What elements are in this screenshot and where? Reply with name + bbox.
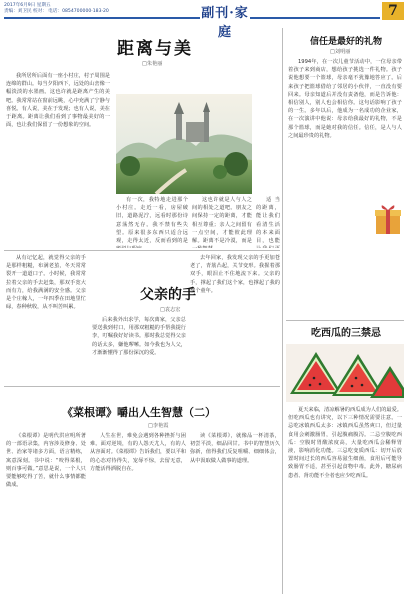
article-title-distance: 距离与美 [117,39,193,59]
byline-caigentan: □李艳霞 [148,423,169,429]
section-title: 副刊·家庭 [201,6,249,40]
article-title-gift: 信任是最好的礼物 [309,37,382,47]
header-rule-left [4,17,200,19]
article-body-father-3: 去年回家，我发现父亲的手更加苍老了，青筋凸起，关节变形。我握着那双手，眼泪止不住地流下来。父亲的手，撑起了我们这个家，也撑起了我的整个童年。 [190,255,280,294]
header-phone: 电话：0854700000·183·20 [48,9,109,14]
article-body-father-2: 后来我外出求学，每次离家，父亲总要送我到村口，用那双粗糙的手帮我提行李，叮嘱我好好读书。那时我总觉得父亲的话太多，嫌他啰嗦。如今我也为人父，才渐渐懂得了那份深沉的爱。 [92,317,186,356]
byline-father: □袁志宏 [160,307,181,313]
article-title-father: 父亲的手 [140,287,196,303]
section-divider [286,320,404,321]
byline-distance: □朱艳丽 [142,61,163,67]
header-meta [4,3,109,15]
page-header [0,0,408,40]
byline-gift: □刘明丽 [330,49,351,55]
column-divider [282,28,283,594]
article-title-caigentan: 《菜根谭》嚼出人生智慧（二） [62,406,216,419]
article-title-melon: 吃西瓜的三禁忌 [311,328,381,339]
gift-box-image [374,200,402,236]
page-number: 7 [382,2,404,20]
watermelon-image [286,344,404,402]
article-body-distance-3: 这也许就是人与人之间的相处之道吧。朋友之间保持一定的距离，才能相互尊重；亲人之间留有一点空间，才能彼此理解。距离不是冷漠，而是 [192,197,252,245]
header-editor: 责编：刘卫民 校对： [4,9,47,14]
article-body-caigentan-2: 人生在世，难免会遇到各种挫折与困难。面对逆境，有的人怨天尤人，有的人从容面对。《菜根谭》告诉我们，要以平和的心态对待得失，宠辱不惊，去留无意，方能活得洒脱自在。 [90,433,186,472]
article-body-gift: 1994年，在一次儿童节活动中，一位母亲带着孩子来到商店，想给孩子挑选一件礼物。孩子说他想要一个篮球，母亲毫不犹豫地答应了。后来孩子把篮球借给了邻居的小伙伴，一直没有要回来。母亲知道后并没有责备他，而是告诉他：相信别人，别人也会相信你。这句话影响了孩子的一生。多年以后，他成为一名成功的企业家，在一次演讲中他说：母亲给我最好的礼物，不是那个篮球，而是她对我的信任。信任，是人与人之间最珍贵的礼物。 [288,59,402,139]
article-body-melon: 夏天来临，清凉解暑的西瓜成为人们的最爱。但吃西瓜也有讲究，以下三种情况需要注意。一忌吃冰镇西瓜太多：冰镇西瓜虽然爽口，但过量食用会刺激肠胃，引起腹痛腹泻。二忌空腹吃西瓜：空腹时胃酸浓度高，大量吃西瓜会稀释胃液，影响消化功能。三忌吃变质西瓜：切开后放置时间过长的西瓜容易滋生细菌，食用后可能导致肠胃不适，甚至引起食物中毒。此外，糖尿病患者、肾功能不全者也应少吃西瓜。 [288,407,402,479]
article-body-father-1: 从有记忆起，就觉得父亲的手是那样粗糙，布满老茧，冬天常常裂开一道道口子。小时候，我常常拉着父亲的手去赶集，那双手宽大而有力，给我满满的安全感。父亲是个庄稼人，一年四季在田地里忙碌，春种秋收，从不叫苦叫累。 [6,255,86,311]
article-body-caigentan-3: 读《菜根谭》，就像品一杯清茶，初尝平淡，细品回甘。书中的智慧历久弥新，值得我们反复咀嚼、细细体会，从中汲取做人做事的道理。 [190,433,280,464]
article-body-distance-4: 适当的距离，能让我们看清生活的本来面目，也能 [256,197,280,245]
article-body-distance-2: 有一次，我特地走进那个小村庄。走近一看，房屋破旧，道路泥泞，远看时那份诗意荡然无存。我不禁有些失望。原来很多东西只适合远观，走得太近，反而看到的是 [116,197,188,245]
section-divider [4,250,280,251]
header-rule-right [250,17,380,19]
castle-landscape-image [116,94,252,194]
article-body-distance-1: 我所居所后面有一座小村庄，村子周围是连绵的群山。每当夕阳西下，远处的山峦像一幅淡淡的水墨画。这也许就是距离产生的美吧。我常常站在窗前远眺，心中充满了宁静与喜悦。有人说，美在于发现；也有人说，美在于距离。距离让我们看到了事物最美好的一面，也让我们保留了一份想象的空间。 [6,73,110,129]
article-body-caigentan-1: 《菜根谭》是明代洪应明所著的一部语录集，内容涉及修身、处世、治家等诸多方面，语言精练，寓意深刻。书中说：“咬得菜根，则百事可做。”意思是说，一个人只要能够吃得了苦，就什么事情都能做成。 [6,433,86,489]
header-date: 2017年6月9日 星期五 [4,3,51,8]
